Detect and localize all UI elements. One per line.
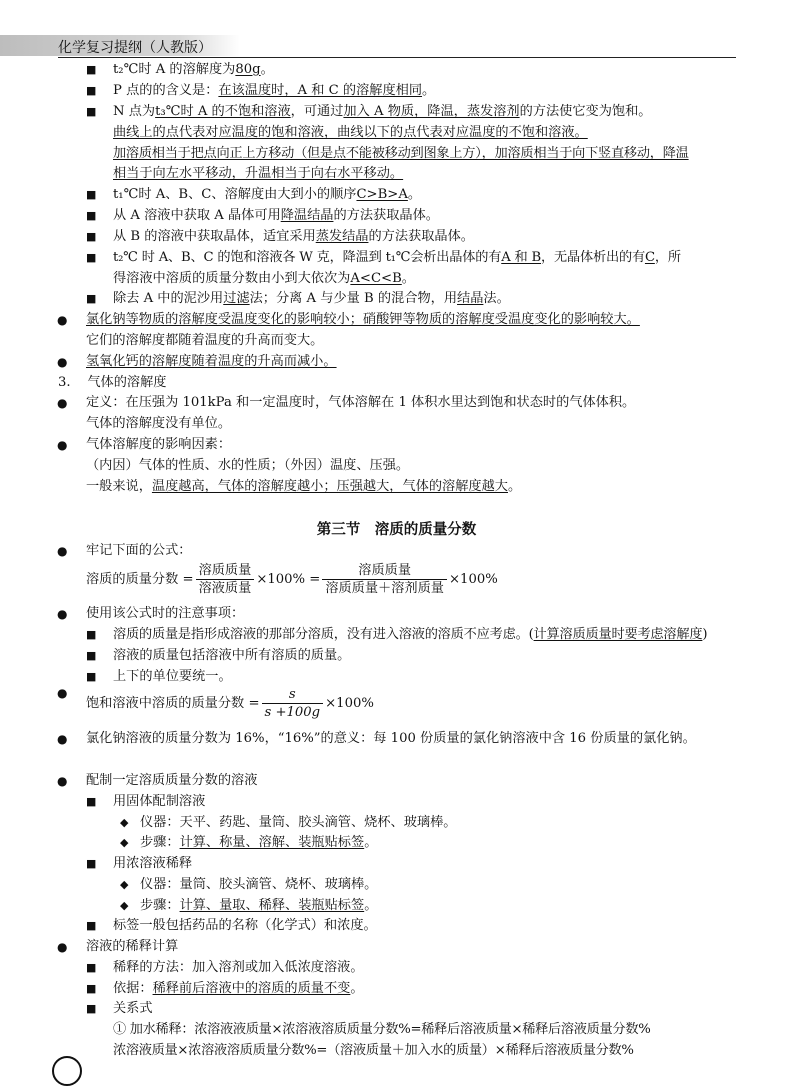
- list-item: ■ 用固体配制溶液: [113, 793, 205, 811]
- text-line: 加溶质相当于把点向正上方移动（但是点不能被移动到图象上方），加溶质相当于向下竖直移动，降温: [113, 146, 689, 161]
- answer-blank: 降温结晶: [280, 208, 334, 223]
- answer-blank: A 和 B: [501, 250, 542, 265]
- fraction: $\frac{s}{s +100g}$: [262, 686, 324, 721]
- list-item: ■ 标签一般包括药品的名称（化学式）和浓度。: [113, 917, 377, 935]
- page-number-circle: [52, 1056, 82, 1086]
- list-item: ◆ 仪器：天平、药匙、量筒、胶头滴管、烧杯、玻璃棒。: [140, 814, 457, 832]
- list-item: ■ 依据：稀释前后溶液中的溶质的质量不变。: [113, 980, 364, 998]
- list-item: ■ 上下的单位要统一。: [113, 668, 232, 686]
- answer-blank: 加入 A 物质，降温，蒸发溶剂: [343, 104, 520, 119]
- fraction: $\frac{\text{溶质质量}}{\text{溶质质量＋溶剂质量}}$: [322, 562, 447, 597]
- list-item: ● 氯化钠溶液的质量分数为 16%，“16%”的意义：每 100 份质量的氯化钠溶液中含 16 份质量的氯化钠。: [86, 730, 696, 748]
- list-item: ■ 稀释的方法：加入溶剂或加入低浓度溶液。: [113, 959, 364, 977]
- list-item: ● 溶液的稀释计算: [86, 938, 178, 956]
- answer-blank: 蒸发结晶: [315, 229, 369, 244]
- answer-blank: t₃℃时 A 的不饱和溶液: [155, 104, 291, 119]
- list-item: ◆ 步骤：计算、量取、稀释、装瓶贴标签。: [140, 897, 377, 915]
- list-item: ■ 从 B 的溶液中获取晶体，适宜采用蒸发结晶的方法获取晶体。: [113, 228, 474, 246]
- answer-blank: C>B>A: [356, 187, 408, 202]
- text-line: 浓溶液质量×浓溶液溶质质量分数%=（溶液质量＋加入水的质量）×稀释后溶液质量分数%: [113, 1043, 634, 1058]
- list-item: ■ 从 A 溶液中获取 A 晶体可用降温结晶的方法获取晶体。: [113, 207, 439, 225]
- answer-blank: C: [644, 250, 655, 265]
- text-line: ① 加水稀释：浓溶液液质量×浓溶液溶质质量分数%=稀释后溶液质量×稀释后溶液质量分数%: [113, 1022, 651, 1037]
- text-line: （内因）气体的性质、水的性质；（外因）温度、压强。: [86, 458, 410, 473]
- answer-blank: 结晶: [457, 291, 484, 306]
- list-item: ● 定义：在压强为 101kPa 和一定温度时，气体溶解在 1 体积水里达到饱和状态时的气体体积。: [86, 394, 635, 412]
- list-item: ● 配制一定溶质质量分数的溶液: [86, 772, 257, 790]
- list-item: ■ 除去 A 中的泥沙用过滤法；分离 A 与少量 B 的混合物，用结晶法。: [113, 290, 510, 308]
- answer-blank: A<C<B: [350, 271, 402, 286]
- header-rule: [58, 57, 736, 58]
- list-item: ● 牢记下面的公式：: [86, 542, 192, 560]
- list-item: ● 气体溶解度的影响因素：: [86, 436, 231, 454]
- text-line: 相当于向左水平移动，升温相当于向右水平移动。: [113, 166, 404, 181]
- list-item: ■ 溶液的质量包括溶液中所有溶质的质量。: [113, 647, 350, 665]
- page-header-band: [0, 35, 240, 56]
- saturated-formula: ● 饱和溶液中溶质的质量分数 = $\frac{s}{s +100g}$ ×100%: [86, 686, 374, 721]
- list-item: ◆ 步骤：计算、称量、溶解、装瓶贴标签。: [140, 834, 377, 852]
- fraction: $\frac{\text{溶质质量}}{\text{溶液质量}}$: [196, 562, 255, 597]
- answer-blank: 过滤: [223, 291, 250, 306]
- text-line: 得溶液中溶质的质量分数由小到大依次为A<C<B。: [113, 271, 415, 286]
- list-item: ■ t₂℃ 时 A、B、C 的饱和溶液各 W 克，降温到 t₁℃会析出晶体的有A 和 B，无晶体析出的有C，所: [113, 249, 681, 267]
- list-item: ■ t₁℃时 A、B、C、溶解度由大到小的顺序C>B>A。: [113, 186, 421, 204]
- header-title: 化学复习提纲（人教版）: [58, 40, 212, 56]
- text-line: 一般来说，温度越高，气体的溶解度越小；压强越大，气体的溶解度越大。: [86, 479, 522, 494]
- list-item: ● 使用该公式时的注意事项：: [86, 605, 244, 623]
- subsection-heading: 3. 气体的溶解度: [58, 375, 167, 390]
- list-item: ■ 关系式: [113, 1000, 153, 1018]
- text-line: 曲线上的点代表对应温度的饱和溶液，曲线以下的点代表对应温度的不饱和溶液。: [113, 125, 588, 140]
- mass-fraction-formula: 溶质的质量分数 = $\frac{\text{溶质质量}}{\text{溶液质量}}$ ×100% = $\frac{\text{溶质质量}}{\text{溶质质量＋溶剂质量}}$ ×100%: [86, 563, 498, 596]
- text-line: 气体的溶解度没有单位。: [86, 416, 232, 431]
- answer-blank: 80g: [235, 62, 261, 77]
- list-item: ● 氯化钠等物质的溶解度受温度变化的影响较小；硝酸钾等物质的溶解度受温度变化的影响较大。: [86, 311, 640, 329]
- section-title: 第三节 溶质的质量分数: [316, 522, 477, 538]
- text-line: 它们的溶解度都随着温度的升高而变大。: [86, 333, 324, 348]
- answer-blank: 在该温度时，A 和 C 的溶解度相同: [218, 83, 423, 98]
- list-item: ■ P 点的的含义是：在该温度时，A 和 C 的溶解度相同。: [113, 82, 435, 100]
- list-item: ■ t₂℃时 A 的溶解度为80g。: [113, 61, 274, 79]
- list-item: ■ 溶质的质量是指形成溶液的那部分溶质，没有进入溶液的溶质不应考虑。(计算溶质质量时要考虑溶解度): [113, 626, 707, 644]
- list-item: ● 氢氧化钙的溶解度随着温度的升高而减小。: [86, 353, 337, 371]
- list-item: ◆ 仪器：量筒、胶头滴管、烧杯、玻璃棒。: [140, 876, 377, 894]
- list-item: ■ 用浓溶液稀释: [113, 855, 192, 873]
- list-item: ■ N 点为t₃℃时 A 的不饱和溶液，可通过加入 A 物质，降温，蒸发溶剂的方法使它变为饱和。: [113, 103, 651, 121]
